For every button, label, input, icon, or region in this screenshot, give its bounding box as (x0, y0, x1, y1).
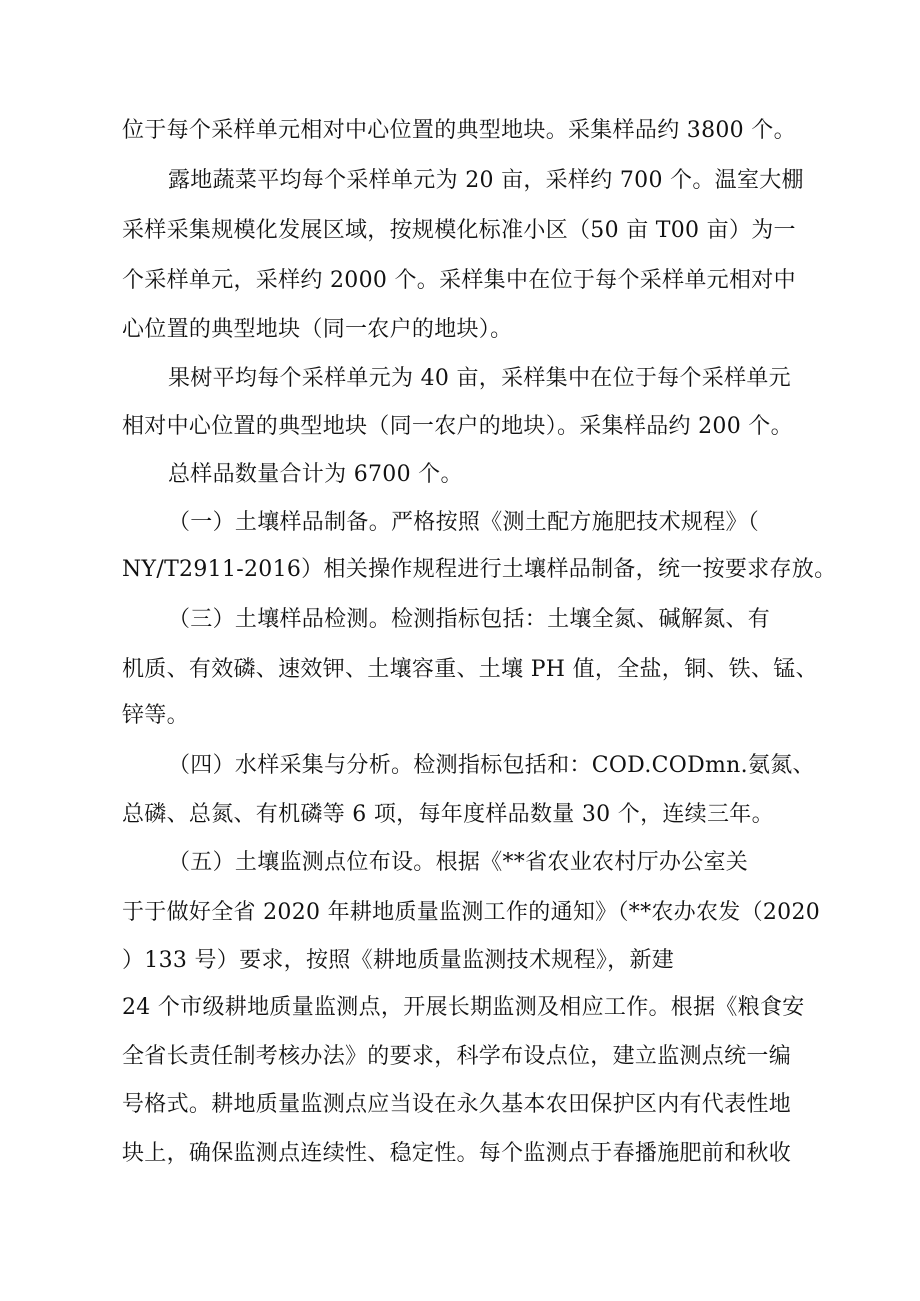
text-line: （三）土壤样品检测。检测指标包括：土壤全氮、碱解氮、有 (168, 607, 771, 632)
text-line: 采样采集规模化发展区域，按规模化标准小区（50 亩 T00 亩）为一 (122, 218, 796, 243)
text-line: 总样品数量合计为 6700 个。 (168, 462, 463, 487)
text-line: 总磷、总氮、有机磷等 6 项，每年度样品数量 30 个，连续三年。 (122, 802, 774, 827)
text-line: 心位置的典型地块（同一农户的地块）。 (122, 317, 513, 342)
text-line: 块上，确保监测点连续性、稳定性。每个监测点于春播施肥前和秋收 (122, 1141, 792, 1166)
text-line: （一）土壤样品制备。严格按照《测土配方施肥技术规程》（ (168, 510, 760, 535)
text-line: 相对中心位置的典型地块（同一农户的地块）。采集样品约 200 个。 (122, 414, 793, 439)
text-line: （四）水样采集与分析。检测指标包括和：COD.CODmn.氨氮、 (168, 753, 815, 778)
text-line: NY/T2911-2016）相关操作规程进行土壤样品制备，统一按要求存放。 (122, 557, 837, 582)
text-line: 24 个市级耕地质量监测点，开展长期监测及相应工作。根据《粮食安 (122, 995, 805, 1020)
text-line: 锌等。 (122, 703, 189, 728)
text-line: 个采样单元，采样约 2000 个。采样集中在位于每个采样单元相对中 (122, 268, 796, 293)
text-line: 于于做好全省 2020 年耕地质量监测工作的通知》（**农办农发（2020 (122, 900, 821, 925)
text-line: 机质、有效磷、速效钾、土壤容重、土壤 PH 值，全盐，铜、铁、锰、 (122, 657, 818, 682)
text-line: 全省长责任制考核办法》的要求，科学布设点位，建立监测点统一编 (122, 1044, 792, 1069)
text-line: （五）土壤监测点位布设。根据《**省农业农村厅办公室关 (168, 850, 749, 875)
text-line: 果树平均每个采样单元为 40 亩，采样集中在位于每个采样单元 (168, 366, 791, 391)
text-line: 位于每个采样单元相对中心位置的典型地块。采集样品约 3800 个。 (122, 118, 796, 143)
text-line: 号格式。耕地质量监测点应当设在永久基本农田保护区内有代表性地 (122, 1092, 792, 1117)
text-line: ）133 号）要求，按照《耕地质量监测技术规程》，新建 (122, 948, 675, 973)
text-line: 露地蔬菜平均每个采样单元为 20 亩，采样约 700 个。温室大棚 (168, 168, 804, 193)
